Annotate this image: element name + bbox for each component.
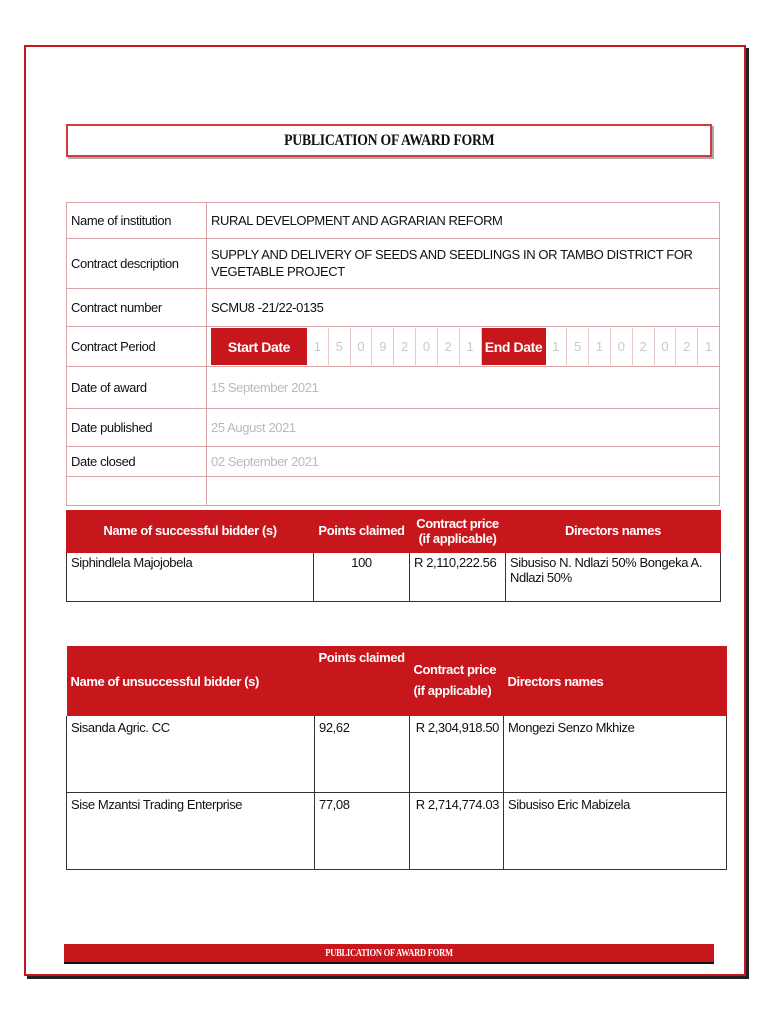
- end-date-label: End Date: [482, 328, 546, 365]
- end-digit: 2: [633, 328, 655, 365]
- end-digit: 1: [546, 328, 568, 365]
- institution-value: RURAL DEVELOPMENT AND AGRARIAN REFORM: [207, 203, 720, 239]
- successful-price-header: Contract price (if applicable): [410, 511, 506, 553]
- end-digit: 1: [589, 328, 611, 365]
- institution-label: Name of institution: [67, 203, 207, 239]
- successful-name-header: Name of successful bidder (s): [67, 511, 314, 553]
- number-row: [67, 289, 720, 327]
- start-digit: 0: [351, 328, 373, 365]
- blank-cell: [67, 477, 207, 506]
- unsuccessful-bidder-table: [66, 646, 727, 870]
- closed-value: 02 September 2021: [207, 447, 720, 477]
- bidder-name: Siphindlela Majojobela: [67, 553, 314, 602]
- bidder-directors: Sibusiso N. Ndlazi 50% Bongeka A. Ndlazi 50%: [506, 553, 721, 602]
- bidder-points: 92,62: [315, 716, 410, 793]
- footer-title: PUBLICATION OF AWARD FORM: [325, 947, 453, 959]
- bidder-name: Sise Mzantsi Trading Enterprise: [67, 793, 315, 870]
- end-digit: 1: [704, 339, 713, 354]
- description-value: SUPPLY AND DELIVERY OF SEEDS AND SEEDLINGS IN OR TAMBO DISTRICT FOR VEGETABLE PROJECT: [207, 239, 720, 289]
- number-value: SCMU8 -21/22-0135: [207, 289, 720, 327]
- award-row: [67, 367, 720, 409]
- table-row: [67, 716, 727, 793]
- end-digit: 0: [611, 328, 633, 365]
- description-row: [67, 239, 720, 289]
- bidder-directors: Mongezi Senzo Mkhize: [504, 716, 727, 793]
- published-value: 25 August 2021: [207, 409, 720, 447]
- successful-directors-header: Directors names: [506, 511, 721, 553]
- form-title-box: [66, 124, 712, 157]
- published-row: [67, 409, 720, 447]
- footer-bar: [64, 944, 714, 962]
- blank-cell: [207, 477, 720, 506]
- unsuccessful-directors-header: Directors names: [504, 646, 727, 716]
- period-strip: [207, 328, 719, 365]
- period-row: [67, 327, 720, 367]
- end-digit: 2: [676, 328, 698, 365]
- bidder-price: R 2,714,774.03: [410, 793, 504, 870]
- description-label: Contract description: [67, 239, 207, 289]
- table-row: [67, 793, 727, 870]
- start-digit: 2: [394, 328, 416, 365]
- start-digit: 9: [372, 328, 394, 365]
- closed-row: [67, 447, 720, 477]
- start-digit: 1: [307, 328, 329, 365]
- start-digit: 2: [438, 328, 460, 365]
- successful-bidder-table: [66, 510, 721, 602]
- end-digit: 0: [655, 328, 677, 365]
- start-digit: 0: [416, 328, 438, 365]
- table-row: [67, 553, 721, 602]
- form-title: PUBLICATION OF AWARD FORM: [283, 131, 495, 149]
- bidder-points: 100: [314, 553, 410, 602]
- bidder-price: R 2,110,222.56: [410, 553, 506, 602]
- bidder-price: R 2,304,918.50: [410, 716, 504, 793]
- start-date-label: Start Date: [211, 328, 307, 365]
- unsuccessful-name-header: Name of unsuccessful bidder (s): [67, 646, 315, 716]
- unsuccessful-points-header: Points claimed: [315, 646, 410, 716]
- institution-row: [67, 203, 720, 239]
- start-digit: 1: [460, 328, 482, 365]
- period-cell: [207, 327, 720, 367]
- award-label: Date of award: [67, 367, 207, 409]
- unsuccessful-header-row: [67, 646, 727, 716]
- successful-header-row: [67, 511, 721, 553]
- bidder-directors: Sibusiso Eric Mabizela: [504, 793, 727, 870]
- closed-label: Date closed: [67, 447, 207, 477]
- award-value: 15 September 2021: [207, 367, 720, 409]
- number-label: Contract number: [67, 289, 207, 327]
- published-label: Date published: [67, 409, 207, 447]
- blank-row: [67, 477, 720, 506]
- end-digit: 5: [567, 328, 589, 365]
- period-label: Contract Period: [67, 327, 207, 367]
- bidder-name: Sisanda Agric. CC: [67, 716, 315, 793]
- unsuccessful-price-header: Contract price (if applicable): [410, 646, 504, 716]
- start-digit: 5: [329, 328, 351, 365]
- bidder-points: 77,08: [315, 793, 410, 870]
- contract-info-table: [66, 202, 720, 506]
- successful-points-header: Points claimed: [314, 511, 410, 553]
